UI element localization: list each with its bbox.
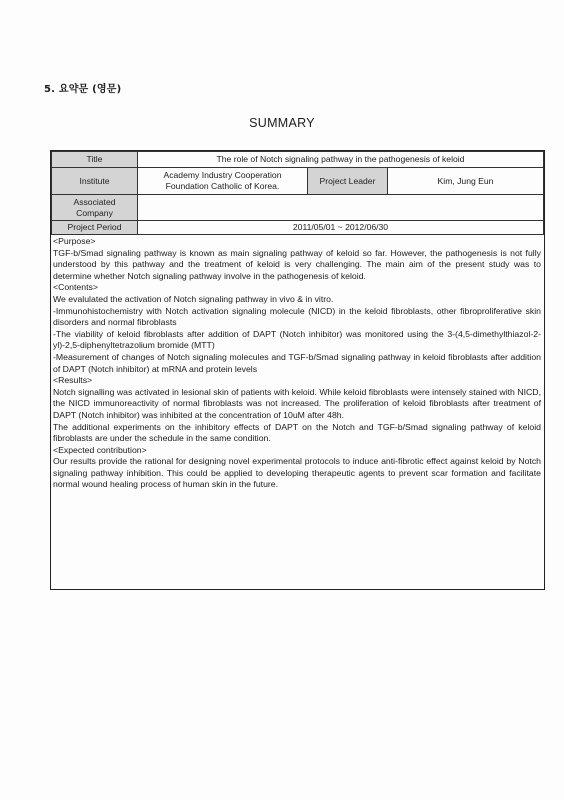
institute-line-2: Foundation Catholic of Korea. [165,181,280,191]
summary-box [50,150,545,590]
purpose-text: TGF-b/Smad signaling pathway is known as main signaling pathway of keloid so far. However, the pathogenesis is not fully understood by this pathway and the treatment of keloid is very challenging. The main aim of the present study was to determine whether Notch signaling pathway involve in the pathogenesis of keloid. [53,247,541,281]
associated-company-label-line-1: Associated [73,196,116,207]
institute-label: Institute [52,168,138,195]
associated-company-label-line-2: Company [76,207,113,218]
institute-row [52,168,544,195]
summary-body [51,235,544,491]
contents-item: -Measurement of changes of Notch signaling molecules and TGF-b/Smad signaling pathway in keloid fibroblasts after addition of DAPT (Notch inhibitor) at mRNA and protein levels [53,351,541,374]
title-value: The role of Notch signaling pathway in the pathogenesis of keloid [138,152,544,168]
associated-company-row [52,195,544,221]
purpose-heading: <Purpose> [53,236,96,246]
project-leader-value: Kim, Jung Eun [388,168,544,195]
project-leader-label: Project Leader [308,168,388,195]
associated-company-label [52,195,138,221]
associated-company-value [138,195,544,221]
results-heading: <Results> [53,375,93,386]
contents-heading: <Contents> [53,282,98,293]
document-title: SUMMARY [249,116,315,130]
institute-line-1: Academy Industry Cooperation [163,170,282,180]
section-heading: 5. 요약문 (영문) [44,84,122,95]
project-info-table [51,151,544,235]
project-period-label: Project Period [52,221,138,235]
expected-contribution-heading: <Expected contribution> [53,444,147,455]
institute-value [138,168,308,195]
expected-contribution-text: Our results provide the rational for designing novel experimental protocols to induce anti-fibrotic effect against keloid by Notch signaling pathway inhibition. This could be applied to developing therapeutic agents to prevent scar formation and facilitate normal wound healing process of human skin in the future. [53,456,541,490]
contents-item: -The viability of keloid fibroblasts after addition of DAPT (Notch inhibitor) was monitored using the 3-(4,5-dimethylthiazol-2-yl)-2,5-diphenyltetrazolium bromide (MTT) [53,328,541,351]
results-item: Notch signalling was activated in lesional skin of patients with keloid. While keloid fibroblasts were intensely stained with NICD, the NICD immunoreactivity of normal fibroblasts was not increased. The proliferation of keloid fibroblasts after treatment of DAPT (Notch inhibitor) was inhibited at the concentration of 10uM after 48h. [53,386,541,420]
title-label: Title [52,152,138,168]
project-period-value: 2011/05/01 ~ 2012/06/30 [138,221,544,235]
project-period-row [52,221,544,235]
results-item: The additional experiments on the inhibitory effects of DAPT on the Notch and TGF-b/Smad signaling pathway of keloid fibroblasts are under the schedule in the same condition. [53,421,541,444]
title-row [52,152,544,168]
contents-item: -Immunohistochemistry with Notch activation signaling molecule (NICD) in the keloid fibroblasts, other fibroproliferative skin disorders and normal fibroblasts [53,305,541,328]
contents-item: We evalulated the activation of Notch signaling pathway in vivo & in vitro. [53,293,334,304]
